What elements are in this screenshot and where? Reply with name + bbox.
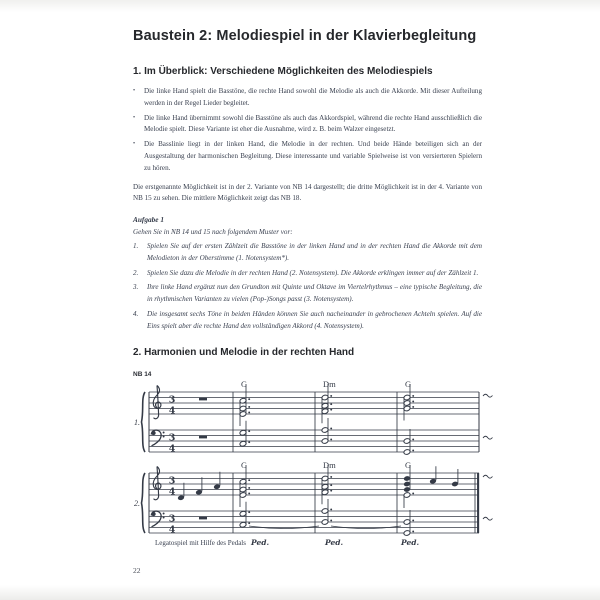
task-item [133, 309, 482, 333]
svg-text:3: 3 [168, 393, 176, 405]
bullet-marker: • [133, 141, 136, 148]
task-item [133, 282, 482, 306]
task-item [133, 268, 482, 280]
svg-text:4: 4 [168, 443, 176, 455]
bullet-marker: • [133, 88, 136, 94]
svg-text:C: C [241, 459, 247, 470]
svg-text:G: G [405, 378, 412, 389]
svg-text:4: 4 [168, 486, 176, 498]
page-number: 22 [133, 566, 141, 575]
svg-text:3: 3 [168, 474, 176, 486]
task-number: 2. [133, 268, 139, 277]
notation-example-label: NB 14 [133, 370, 152, 378]
svg-text:1.: 1. [134, 417, 140, 427]
task-number: 3. [133, 283, 139, 292]
svg-text:Ped.: Ped. [325, 537, 344, 547]
bullet-text: Die linke Hand spielt die Basstöne, die rechte Hand sowohl die Melodie als auch die Akkorde. Mit dieser Aufteilung werden in der Regel Lieder begleitet. [144, 87, 482, 107]
bullet-item [133, 139, 482, 174]
page-title: Baustein 2: Melodiespiel in der Klavierbegleitung [133, 28, 477, 44]
svg-text:3: 3 [168, 512, 176, 524]
task-number: 1. [133, 241, 139, 250]
notation-system-2 [133, 461, 503, 553]
svg-text:3: 3 [168, 431, 176, 443]
svg-text:Dm: Dm [323, 378, 336, 389]
svg-text:Legatospiel mit Hilfe des Peda: Legatospiel mit Hilfe des Pedals [155, 538, 246, 547]
task-number: 4. [133, 309, 139, 318]
section-1-heading: 1. Im Überblick: Verschiedene Möglichkeiten des Melodiespiels [133, 66, 433, 77]
svg-text:C: C [241, 378, 247, 389]
svg-text:Ped.: Ped. [401, 537, 420, 547]
svg-text:Dm: Dm [323, 459, 336, 470]
svg-text:4: 4 [168, 405, 176, 417]
task-text: Spielen Sie auf der ersten Zählzeit die Basstöne in der linken Hand und in der rechten Hand die Akkorde mit dem Melodieton in der Oberstimme (1. Notensystem*). [147, 241, 482, 262]
bullet-marker: • [133, 114, 136, 121]
task-text: Die insgesamt sechs Töne in beiden Händen können Sie auch nacheinander in gebrochenen Achteln spielen. Auf die Eins spielt aber die rechte Hand den vollständigen Akkord (4. Notensystem). [147, 309, 482, 330]
bullet-item [133, 113, 482, 137]
svg-text:2.: 2. [134, 498, 140, 508]
overview-paragraph: Die erstgenannte Möglichkeit ist in der 2. Variante von NB 14 dargestellt; die dritte Möglichkeit ist in der 4. Variante von NB 15 zu sehen. Die mittlere Möglichkeit zeigt das NB 18. [133, 182, 482, 203]
task-text: Spielen Sie dazu die Melodie in der rechten Hand (2. Notensystem). Die Akkorde erklingen immer auf der Zählzeit 1. [147, 268, 479, 277]
task-intro: Gehen Sie in NB 14 und 15 nach folgendem Muster vor: [133, 228, 293, 237]
task-item [133, 241, 482, 265]
bullet-text: Die Basslinie liegt in der linken Hand, die Melodie in der rechten. Und beide Hände beteiligen sich an der Ausgestaltung der harmonischen Begleitung. Diese interessante und variable Spielweise ist von versierteren Spielern zu hören. [144, 140, 482, 172]
bullet-item [133, 86, 482, 110]
task-list [133, 241, 482, 333]
task-text: Ihre linke Hand ergänzt nun den Grundton mit Quinte und Oktave im Viertelrhythmus – eine typische Begleitung, die in rhythmischen Varianten zu vielen (Pop-)Songs passt (3. Notensystem). [147, 283, 482, 304]
section-2-heading: 2. Harmonien und Melodie in der rechten Hand [133, 346, 355, 358]
bullet-list [133, 86, 482, 175]
svg-text:Ped.: Ped. [251, 537, 270, 547]
bullet-text: Die linke Hand übernimmt sowohl die Basstöne als auch das Akkordspiel, während die rechte Hand ausschließlich die Melodie spielt. Diese Variante ist eher die Ausnahme, wird z. B. beim Walzer eingesetzt. [144, 113, 482, 134]
svg-text:G: G [405, 459, 412, 470]
notation-system-1 [133, 380, 503, 458]
task-heading: Aufgabe 1 [133, 215, 165, 225]
svg-text:4: 4 [168, 524, 176, 536]
